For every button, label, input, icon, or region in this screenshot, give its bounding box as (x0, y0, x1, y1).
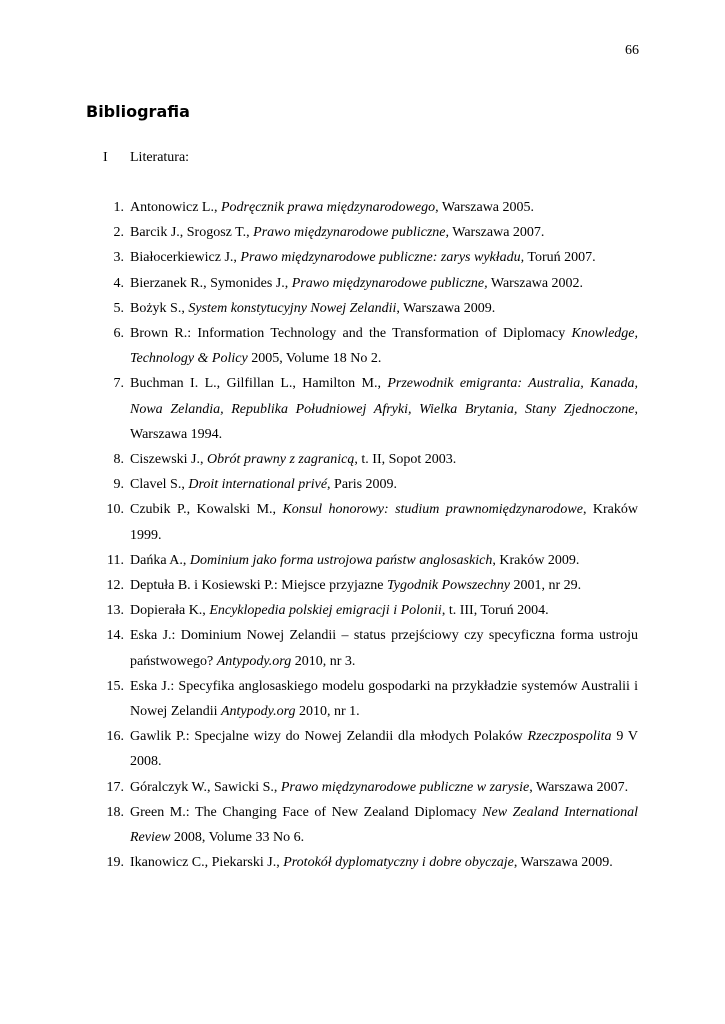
entry-title: Droit international privé (188, 477, 328, 493)
entry-number: 10. (106, 502, 124, 518)
entry-segment: Green M.: The Changing Face of New Zealand Diplomacy (130, 804, 483, 820)
entry-number: 5. (113, 300, 124, 316)
entry-title: Prawo międzynarodowe publiczne, (253, 225, 449, 241)
entry-segment: 2005, Volume 18 No 2. (247, 351, 382, 367)
entry-segment: Antonowicz L., (130, 200, 221, 215)
entry-title: System konstytucyjny Nowej Zelandii (188, 300, 397, 316)
entry-text (124, 447, 638, 472)
entry-segment: Dopierała K., (130, 603, 210, 619)
entry-text (124, 245, 638, 270)
bibliography-entry (100, 245, 638, 270)
entry-segment: Toruń 2007. (524, 250, 596, 266)
entry-segment: , Warszawa 2005. (435, 200, 535, 215)
entry-title: Prawo międzynarodowe publiczne: zarys wykładu, (240, 250, 525, 266)
entry-number: 3. (113, 250, 124, 266)
entry-segment: Czubik P., Kowalski M., (130, 502, 283, 518)
entry-text (124, 195, 638, 220)
bibliography-entry (100, 800, 638, 850)
bibliography-entry (100, 775, 638, 800)
entry-number: 11. (107, 552, 124, 568)
bibliography-entry (100, 598, 638, 623)
entry-title: Prawo międzynarodowe publiczne w zarysie (280, 779, 530, 795)
entry-number: 9. (113, 477, 124, 493)
bibliography-entry (100, 321, 638, 371)
entry-segment: Eska J.: Specyfika anglosaskiego modelu gospodarki na przykładzie systemów Australii i Nowej Zelandii (130, 678, 638, 720)
entry-segment: , Warszawa 2007. (529, 779, 629, 795)
entry-segment: Bożyk S., (130, 300, 189, 316)
entry-text (124, 674, 638, 724)
entry-title: Prawo międzynarodowe publiczne, (291, 275, 488, 291)
entry-number: 7. (113, 376, 124, 392)
entry-text (124, 598, 638, 623)
bibliography-entry (100, 573, 638, 598)
entry-text (124, 497, 638, 547)
entry-segment: Gawlik P.: Specjalne wizy do Nowej Zelandii dla młodych Polaków (130, 729, 528, 745)
entry-number: 17. (106, 779, 124, 795)
entry-title: Encyklopedia polskiej emigracji i Polonii (209, 603, 442, 619)
entry-title: Podręcznik prawa międzynarodowego (220, 200, 436, 215)
entry-segment: , Kraków 2009. (492, 552, 580, 568)
entry-number: 4. (113, 275, 124, 291)
entry-number: 16. (106, 729, 124, 745)
section-numeral: I (103, 150, 108, 165)
entry-segment: , t. II, Sopot 2003. (354, 452, 457, 468)
entry-segment: Warszawa 2002. (487, 275, 584, 291)
entry-text (124, 321, 638, 371)
entry-segment: 2008, Volume 33 No 6. (170, 830, 305, 846)
bibliography-entry (100, 371, 638, 447)
entry-segment: Eska J.: Dominium Nowej Zelandii – status przejściowy czy specyficzna forma ustroju państwowego? (130, 628, 638, 669)
entry-segment: 2010, nr 3. (291, 653, 356, 669)
section-title: Literatura: (130, 150, 190, 165)
entry-title: Dominium jako forma ustrojowa państw anglosaskich (189, 552, 493, 568)
entry-number: 15. (106, 678, 124, 694)
entry-title: Antypody.org (220, 704, 296, 720)
entry-text (124, 623, 638, 673)
bibliography-entry (100, 548, 638, 573)
entry-segment: 2001, nr 29. (510, 578, 582, 594)
entry-text (124, 271, 638, 296)
entry-segment: Brown R.: Information Technology and the Transformation of Diplomacy (130, 326, 572, 342)
bibliography-entry (100, 497, 638, 547)
entry-segment: , Warszawa 2009. (513, 855, 613, 871)
bibliography-entry (100, 220, 638, 245)
section-heading (103, 150, 189, 166)
entry-title: Protokół dyplomatyczny i dobre obyczaje (283, 855, 514, 871)
entry-segment: , t. III, Toruń 2004. (441, 603, 549, 619)
entry-title: New Zealand International Review (130, 804, 638, 846)
entry-number: 6. (113, 326, 124, 342)
bibliography-entry (100, 850, 638, 875)
entry-number: 18. (106, 804, 124, 820)
entry-segment: 9 V 2008. (130, 729, 639, 770)
bibliography-entry (100, 623, 638, 673)
bibliography-entry (100, 195, 638, 220)
page-title: Bibliografia (86, 102, 190, 121)
bibliography-entry (100, 674, 638, 724)
entry-title: Tygodnik Powszechny (387, 578, 511, 594)
entry-text (124, 220, 638, 245)
entry-segment: Barcik J., Srogosz T., (130, 225, 254, 241)
entry-number: 19. (106, 855, 124, 871)
entry-text (124, 472, 638, 497)
entry-title: Przewodnik emigranta: Australia, Kanada, Nowa Zelandia, Republika Południowej Afryki, Wielka Brytania, Stany Zjednoczone (130, 376, 638, 417)
bibliography-entry (100, 271, 638, 296)
bibliography-entry (100, 724, 638, 774)
entry-text (124, 800, 638, 850)
entry-number: 1. (113, 200, 124, 215)
entry-segment: Ciszewski J., (130, 452, 207, 468)
entry-segment: 2010, nr 1. (295, 704, 360, 720)
entry-number: 14. (106, 628, 124, 644)
entry-text (124, 724, 638, 774)
entry-title: Konsul honorowy: studium prawnomiędzynarodowe (282, 502, 583, 518)
entry-number: 8. (113, 452, 124, 468)
entry-segment: Buchman I. L., Gilfillan L., Hamilton M., (130, 376, 388, 392)
bibliography-list (100, 195, 638, 875)
entry-number: 12. (106, 578, 124, 594)
entry-segment: , Paris 2009. (327, 477, 398, 493)
entry-text (124, 371, 638, 447)
entry-segment: Clavel S., (130, 477, 189, 493)
bibliography-entry (100, 472, 638, 497)
entry-text (124, 775, 638, 800)
entry-number: 13. (106, 603, 124, 619)
entry-text (124, 573, 638, 598)
entry-segment: Góralczyk W., Sawicki S., (130, 779, 281, 795)
entry-title: Rzeczpospolita (527, 729, 612, 745)
entry-title: Obrót prawny z zagranicą (207, 452, 355, 468)
entry-text (124, 296, 638, 321)
entry-segment: Dańka A., (130, 552, 190, 568)
entry-segment: Białocerkiewicz J., (130, 250, 241, 266)
bibliography-entry (100, 296, 638, 321)
bibliography-entry (100, 447, 638, 472)
page-number: 66 (625, 43, 639, 58)
entry-segment: , Kraków 1999. (130, 502, 638, 543)
entry-text (124, 850, 638, 875)
entry-title: Knowledge, Technology & Policy (130, 326, 638, 367)
entry-segment: Ikanowicz C., Piekarski J., (130, 855, 284, 871)
entry-segment: Warszawa 2007. (449, 225, 545, 241)
entry-title: Antypody.org (216, 653, 292, 669)
entry-segment: Deptuła B. i Kosiewski P.: Miejsce przyjazne (130, 578, 388, 594)
entry-text (124, 548, 638, 573)
entry-segment: , Warszawa 2009. (396, 300, 496, 316)
entry-segment: , Warszawa 1994. (130, 401, 638, 442)
entry-number: 2. (113, 225, 124, 241)
entry-segment: Bierzanek R., Symonides J., (130, 275, 292, 291)
